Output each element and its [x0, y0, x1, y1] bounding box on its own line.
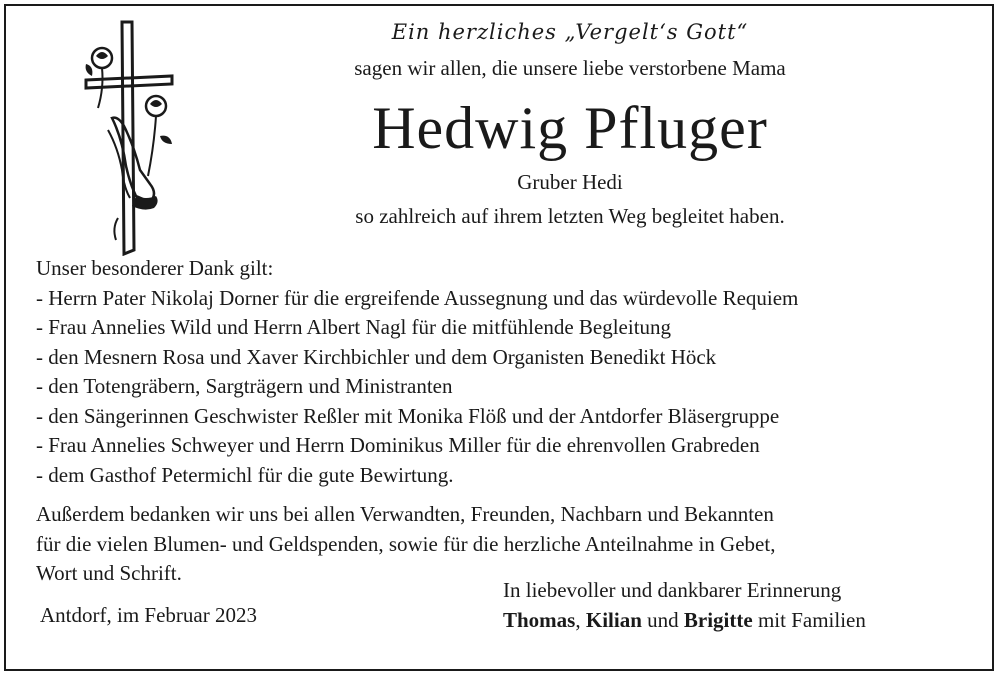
- thanks-item: - Frau Annelies Wild und Herrn Albert Nagl für die mitfühlende Begleitung: [36, 315, 672, 339]
- signature-suffix: mit Familien: [752, 608, 866, 632]
- intro-line: Ein herzliches „Vergelt‘s Gott“: [391, 20, 749, 44]
- signature-separator: ,: [575, 608, 586, 632]
- thanks-item: - den Sängerinnen Geschwister Reßler mit Monika Flöß und der Antdorfer Bläsergruppe: [36, 403, 780, 428]
- place-and-date: Antdorf, im Februar 2023: [40, 603, 257, 627]
- signer-thomas: Thomas: [503, 608, 576, 632]
- intro-line-3: so zahlreich auf ihrem letzten Weg begleitet haben.: [355, 204, 785, 228]
- closing-line: für die vielen Blumen- und Geldspenden, sowie für die herzliche Anteilnahme in Gebet,: [36, 531, 776, 556]
- thanks-item: - den Mesnern Rosa und Xaver Kirchbichler und dem Organisten Benedikt Höck: [36, 344, 717, 369]
- thanks-heading: Unser besonderer Dank gilt:: [36, 256, 274, 280]
- signer-kilian: Kilian: [585, 608, 642, 632]
- signature-separator: und: [641, 608, 684, 632]
- closing-line: Wort und Schrift.: [36, 561, 182, 585]
- thanks-item: - dem Gasthof Petermichl für die gute Bewirtung.: [36, 462, 454, 487]
- intro-line-2: sagen wir allen, die unsere liebe verstorbene Mama: [354, 56, 786, 80]
- cross-with-roses-and-praying-hands-icon: [78, 18, 178, 256]
- signer-brigitte: Brigitte: [683, 608, 753, 632]
- signature-line: In liebevoller und dankbarer Erinnerung: [503, 578, 842, 602]
- closing-line: Außerdem bedanken wir uns bei allen Verwandten, Freunden, Nachbarn und Bekannten: [36, 502, 774, 526]
- thanks-item: - Herrn Pater Nikolaj Dorner für die ergreifende Aussegnung und das würdevolle Requiem: [36, 285, 799, 310]
- thanks-item: - Frau Annelies Schweyer und Herrn Dominikus Miller für die ehrenvollen Grabreden: [36, 433, 760, 457]
- deceased-nickname: Gruber Hedi: [517, 170, 623, 194]
- deceased-name: Hedwig Pfluger: [372, 95, 768, 161]
- thanks-section: [36, 254, 798, 490]
- thanks-item: - den Totengräbern, Sargträgern und Ministranten: [36, 374, 453, 398]
- signature-names: [503, 605, 866, 635]
- signature-block: [503, 575, 866, 635]
